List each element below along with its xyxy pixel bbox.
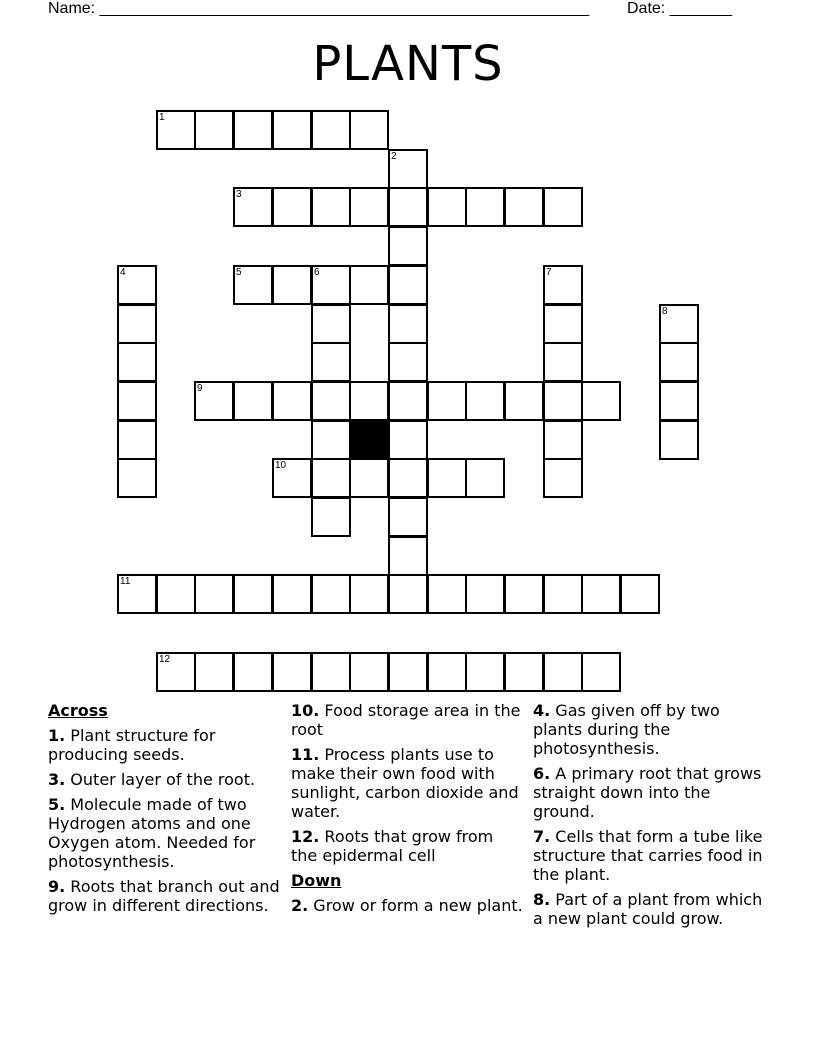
crossword-cell[interactable] (117, 342, 157, 382)
crossword-cell[interactable] (465, 458, 505, 498)
crossword-cell[interactable] (156, 110, 196, 150)
crossword-block (349, 420, 389, 460)
clue-number-label: 2. (291, 896, 309, 915)
clue-number-label: 3. (48, 770, 66, 789)
crossword-cell[interactable] (311, 187, 351, 227)
clue-number-label: 9. (48, 877, 66, 896)
crossword-cell[interactable] (233, 381, 273, 421)
crossword-cell[interactable] (659, 342, 699, 382)
crossword-cell[interactable] (272, 110, 312, 150)
clue (533, 764, 765, 821)
crossword-cell[interactable] (388, 381, 428, 421)
crossword-cell[interactable] (388, 149, 428, 189)
down-heading: Down (291, 871, 342, 890)
clue-text: Roots that grow from the epidermal cell (291, 827, 494, 865)
crossword-cell[interactable] (233, 187, 273, 227)
crossword-cell[interactable] (117, 265, 157, 305)
clue (48, 877, 280, 915)
down-clue-list-continued (533, 701, 765, 928)
clue-number: 1 (159, 112, 165, 123)
crossword-cell[interactable] (233, 652, 273, 692)
crossword-cell[interactable] (581, 381, 621, 421)
crossword-cell[interactable] (504, 381, 544, 421)
crossword-cell[interactable] (543, 574, 583, 614)
clue (48, 795, 280, 871)
crossword-cell[interactable] (504, 187, 544, 227)
crossword-cell[interactable] (543, 652, 583, 692)
crossword-cell[interactable] (117, 304, 157, 344)
clue-text: Cells that form a tube like structure that carries food in the plant. (533, 827, 763, 884)
crossword-cell[interactable] (156, 574, 196, 614)
crossword-cell[interactable] (659, 304, 699, 344)
crossword-cell[interactable] (349, 458, 389, 498)
crossword-cell[interactable] (581, 574, 621, 614)
crossword-cell[interactable] (349, 574, 389, 614)
crossword-cell[interactable] (117, 381, 157, 421)
crossword-cell[interactable] (272, 187, 312, 227)
clue-text: Part of a plant from which a new plant could grow. (533, 890, 763, 928)
crossword-cell[interactable] (349, 187, 389, 227)
crossword-cell[interactable] (311, 381, 351, 421)
crossword-cell[interactable] (427, 574, 467, 614)
crossword-cell[interactable] (465, 652, 505, 692)
crossword-cell[interactable] (349, 652, 389, 692)
crossword-cell[interactable] (311, 304, 351, 344)
clue-text: Grow or form a new plant. (308, 896, 523, 915)
across-heading: Across (48, 701, 108, 720)
clue (48, 770, 280, 789)
crossword-cell[interactable] (272, 381, 312, 421)
crossword-cell[interactable] (388, 342, 428, 382)
crossword-cell[interactable] (427, 187, 467, 227)
page-title: PLANTS (312, 36, 504, 92)
crossword-cell[interactable] (272, 265, 312, 305)
crossword-cell[interactable] (311, 342, 351, 382)
clue-number-label: 7. (533, 827, 551, 846)
across-clue-list-continued (291, 701, 523, 865)
clue-number: 12 (159, 654, 171, 665)
clue (291, 745, 523, 821)
crossword-cell[interactable] (311, 110, 351, 150)
crossword-cell[interactable] (388, 458, 428, 498)
crossword-cell[interactable] (233, 265, 273, 305)
down-clue-list (291, 896, 523, 915)
clue-number: 6 (314, 267, 320, 278)
clue-column-2 (291, 701, 523, 921)
crossword-cell[interactable] (543, 304, 583, 344)
clue-number-label: 10. (291, 701, 320, 720)
crossword-cell[interactable] (311, 497, 351, 537)
crossword-cell[interactable] (543, 187, 583, 227)
crossword-cell[interactable] (427, 381, 467, 421)
crossword-cell[interactable] (388, 652, 428, 692)
crossword-cell[interactable] (543, 265, 583, 305)
crossword-cell[interactable] (543, 420, 583, 460)
crossword-cell[interactable] (349, 265, 389, 305)
clue-number-label: 6. (533, 764, 551, 783)
date-field: Date: _______ (627, 0, 732, 17)
clue-number: 9 (197, 383, 203, 394)
crossword-cell[interactable] (117, 458, 157, 498)
crossword-cell[interactable] (388, 536, 428, 576)
crossword-cell[interactable] (194, 574, 234, 614)
crossword-cell[interactable] (311, 265, 351, 305)
clue-number: 8 (662, 306, 668, 317)
clue-number: 11 (120, 576, 131, 587)
clue-number-label: 5. (48, 795, 66, 814)
name-field: Name: _______________________________________________________ (48, 0, 589, 17)
crossword-cell[interactable] (117, 420, 157, 460)
crossword-cell[interactable] (504, 652, 544, 692)
clue (533, 827, 765, 884)
crossword-cell[interactable] (388, 187, 428, 227)
crossword-cell[interactable] (388, 226, 428, 266)
clue-text: Roots that branch out and grow in different directions. (48, 877, 280, 915)
clue-number: 2 (391, 151, 397, 162)
across-clue-list (48, 726, 280, 915)
crossword-cell[interactable] (156, 652, 196, 692)
crossword-cell[interactable] (427, 458, 467, 498)
crossword-cell[interactable] (272, 458, 312, 498)
clue-number-label: 8. (533, 890, 551, 909)
crossword-cell[interactable] (349, 381, 389, 421)
crossword-cell[interactable] (388, 265, 428, 305)
crossword-cell[interactable] (388, 574, 428, 614)
clue (291, 827, 523, 865)
crossword-cell[interactable] (311, 458, 351, 498)
clue-number: 7 (546, 267, 552, 278)
crossword-cell[interactable] (194, 110, 234, 150)
clue-column-3 (533, 701, 765, 934)
crossword-cell[interactable] (659, 420, 699, 460)
clue-number: 4 (120, 267, 126, 278)
crossword-cell[interactable] (349, 110, 389, 150)
clue (291, 896, 523, 915)
clue-number-label: 11. (291, 745, 320, 764)
clue-number-label: 4. (533, 701, 551, 720)
crossword-cell[interactable] (659, 381, 699, 421)
clue-text: Outer layer of the root. (65, 770, 256, 789)
crossword-cell[interactable] (465, 187, 505, 227)
crossword-cell[interactable] (272, 652, 312, 692)
clue-text: Process plants use to make their own food with sunlight, carbon dioxide and water. (291, 745, 519, 821)
clue-text: Molecule made of two Hydrogen atoms and one Oxygen atom. Needed for photosynthesis. (48, 795, 256, 871)
crossword-cell[interactable] (581, 652, 621, 692)
clue (533, 890, 765, 928)
clue-text: Gas given off by two plants during the photosynthesis. (533, 701, 720, 758)
crossword-cell[interactable] (543, 458, 583, 498)
clue-number: 3 (236, 189, 242, 200)
crossword-cell[interactable] (543, 381, 583, 421)
crossword-cell[interactable] (194, 381, 234, 421)
crossword-cell[interactable] (311, 574, 351, 614)
clue-column-1 (48, 701, 280, 921)
clue-number: 10 (275, 460, 287, 471)
clue (533, 701, 765, 758)
clue (48, 726, 280, 764)
crossword-cell[interactable] (233, 110, 273, 150)
crossword-cell[interactable] (465, 574, 505, 614)
crossword-cell[interactable] (543, 342, 583, 382)
crossword-cell[interactable] (465, 381, 505, 421)
crossword-cell[interactable] (620, 574, 660, 614)
crossword-cell[interactable] (117, 574, 157, 614)
clue-number: 5 (236, 267, 242, 278)
crossword-cell[interactable] (233, 574, 273, 614)
crossword-cell[interactable] (311, 420, 351, 460)
crossword-cell[interactable] (388, 420, 428, 460)
clue-number-label: 12. (291, 827, 320, 846)
crossword-cell[interactable] (504, 574, 544, 614)
crossword-cell[interactable] (388, 304, 428, 344)
clue-text: Plant structure for producing seeds. (48, 726, 216, 764)
clue-text: Food storage area in the root (291, 701, 521, 739)
clue (291, 701, 523, 739)
crossword-cell[interactable] (388, 497, 428, 537)
crossword-cell[interactable] (427, 652, 467, 692)
crossword-cell[interactable] (311, 652, 351, 692)
clue-text: A primary root that grows straight down into the ground. (533, 764, 762, 821)
crossword-cell[interactable] (272, 574, 312, 614)
clue-number-label: 1. (48, 726, 66, 745)
crossword-cell[interactable] (194, 652, 234, 692)
